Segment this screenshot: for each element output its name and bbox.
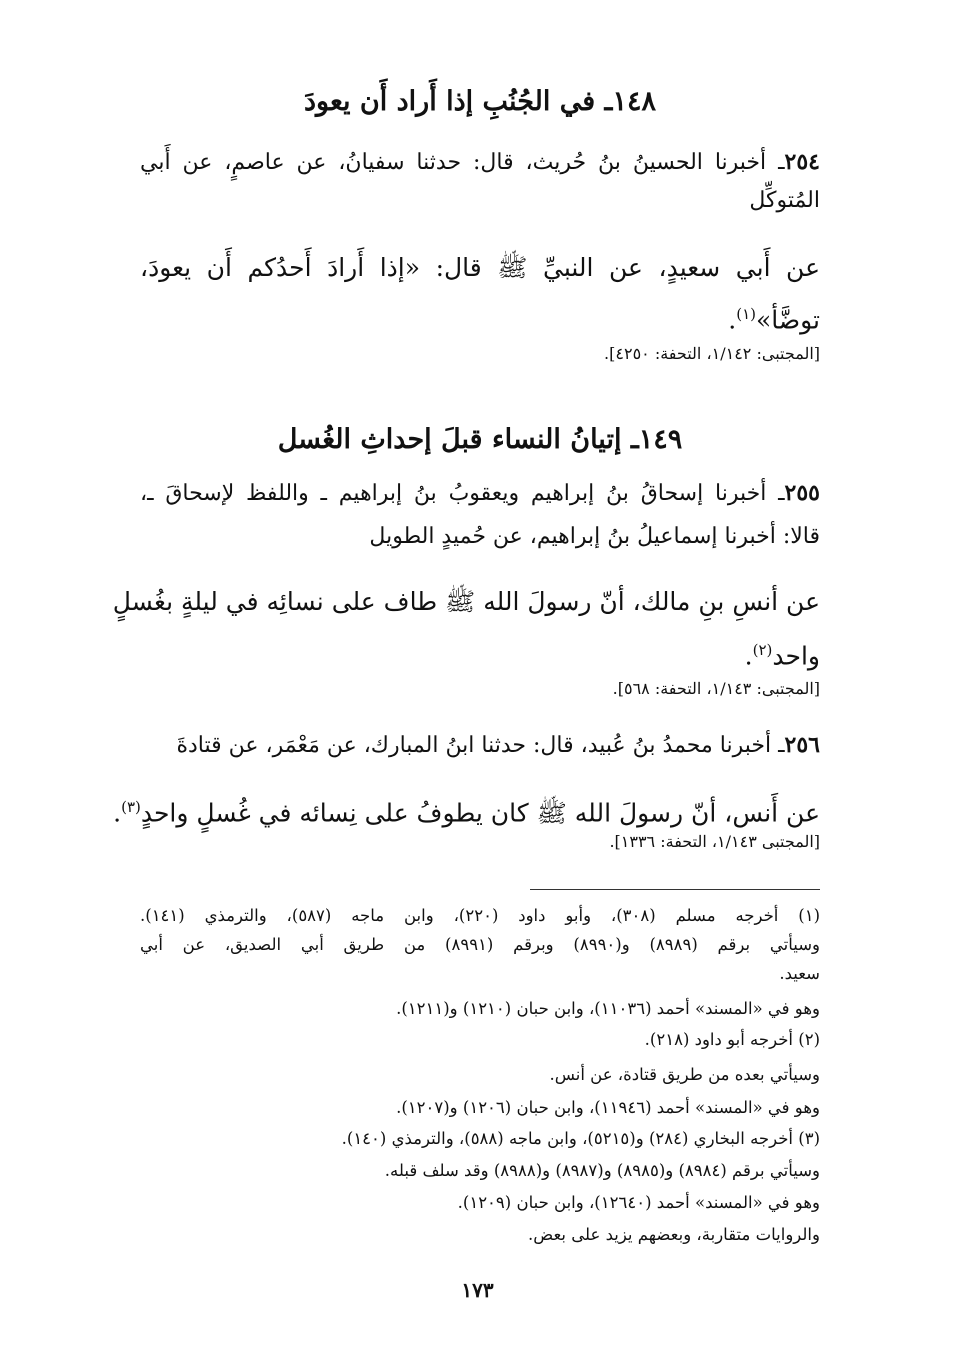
footnote-line-11: والروايات متقاربة، وبعضهم يزيد على بعض.: [528, 1225, 820, 1244]
hadith-number-256: ٢٥٦: [784, 732, 820, 758]
hadith-255-chain-line-1: [140, 478, 820, 509]
hadith-256-period: .: [113, 798, 122, 828]
hadith-254-matn-line-2: [140, 297, 820, 337]
footnote-line-9: وسيأتي برقم (٨٩٨٤) و(٨٩٨٥) و(٨٩٨٧) و(٨٩٨٨) وقد سلف قبله.: [384, 1161, 820, 1180]
hadith-256-chain-text: ـ أخبرنا محمدُ بنُ عُبيد، قال: حدثنا ابنُ المبارك، عن مَعْمَر، عن قتادةَ: [176, 733, 785, 758]
reference-255: [المجتبى: ١/١٤٣، التحفة: ٥٦٨].: [612, 679, 820, 698]
footnote-line-7: وهو في «المسند» أحمد (١١٩٤٦)، وابن حبان (١٢٠٦) و(١٢٠٧).: [396, 1098, 820, 1117]
reference-254: [المجتبى: ١/١٤٢، التحفة: ٤٢٥٠].: [604, 344, 820, 363]
footnote-separator: [530, 889, 820, 890]
footnote-line-2: وسيأتي برقم (٨٩٨٩) و(٨٩٩٠) وبرقم (٨٩٩١) من طريق أبي الصديق، عن أبي: [140, 935, 821, 954]
hadith-256-matn-text: عن أَنس، أنّ رسولَ الله ﷺ كان يطوفُ على نِسائه في غُسلٍ واحدٍ: [140, 798, 820, 828]
footnote-line-1: (١) أخرجه مسلم (٣٠٨)، وأبو داود (٢٢٠)، وابن ماجه (٥٨٧)، والترمذي (١٤١).: [140, 906, 820, 925]
hadith-255-period: .: [744, 641, 753, 671]
reference-256: [المجتبى ١/١٤٣، التحفة: ١٣٣٦].: [609, 832, 820, 851]
footnote-line-10: وهو في «المسند» أحمد (١٢٦٤٠)، وابن حبان (١٢٠٩).: [457, 1193, 820, 1212]
footnote-line-8: (٣) أخرجه البخاري (٢٨٤) و(٥٢١٥)، وابن ماجه (٥٨٨)، والترمذي (١٤٠).: [341, 1129, 820, 1148]
footnote-line-4: وهو في «المسند» أحمد (١١٠٣٦)، وابن حبان (١٢١٠) و(١٢١١).: [396, 999, 820, 1018]
hadith-254-matn-line-1: عن أَبي سعيدٍ، عن النبيِّ ﷺ قال: «إذا أَرادَ أَحدُكم أَن يعودَ،: [140, 253, 820, 282]
hadith-255-matn-line-2: [140, 633, 820, 673]
hadith-254-period: .: [728, 305, 737, 335]
hadith-255-matn-end: واحد: [772, 641, 820, 671]
hadith-254-chain-text: ـ أخبرنا الحسينُ بنُ حُريث، قال: حدثنا سفيانُ، عن عاصمٍ، عن أَبي: [140, 150, 785, 175]
chapter-heading-148: ١٤٨ـ في الجُنُبِ إذا أَراد أَن يعودَ: [304, 86, 656, 117]
footnote-line-5: (٢) أخرجه أبو داود (٢١٨).: [644, 1030, 820, 1049]
footnote-marker-2: (٢): [752, 641, 773, 659]
hadith-number-254: ٢٥٤: [784, 149, 820, 175]
footnote-line-3: سعيد.: [779, 964, 820, 983]
hadith-number-255: ٢٥٥: [784, 480, 820, 506]
hadith-255-matn-line-1: عن أنسِ بنِ مالك، أنّ رسولَ الله ﷺ طاف على نسائِه في ليلةٍ بغُسلٍ: [112, 587, 820, 616]
page-number: ١٧٣: [461, 1278, 494, 1302]
hadith-256-matn-line-1: [113, 790, 820, 830]
footnote-marker-1: (١): [736, 305, 756, 323]
hadith-255-chain-line-2: قالا: أخبرنا إسماعيلُ بنُ إبراهيم، عن حُميدٍ الطويل: [369, 524, 820, 549]
chapter-heading-149: ١٤٩ـ إتيانُ النساء قبلَ إحداثِ الغُسل: [277, 424, 683, 455]
hadith-256-chain-line-1: [140, 730, 820, 761]
hadith-254-chain-line-2: المُتوكِّل: [749, 188, 820, 213]
hadith-254-matn-end: توضَّأ»: [755, 305, 820, 335]
hadith-254-chain-line-1: [140, 147, 820, 178]
hadith-255-chain-text: ـ أخبرنا إسحاقُ بنُ إبراهيم ويعقوبُ بنُ إبراهيم ـ واللفظ لإسحاقَ ـ،: [140, 481, 785, 506]
footnote-line-6: وسيأتي بعده من طريق قتادة، عن أنس.: [549, 1065, 820, 1084]
footnote-marker-3: (٣): [121, 798, 141, 816]
